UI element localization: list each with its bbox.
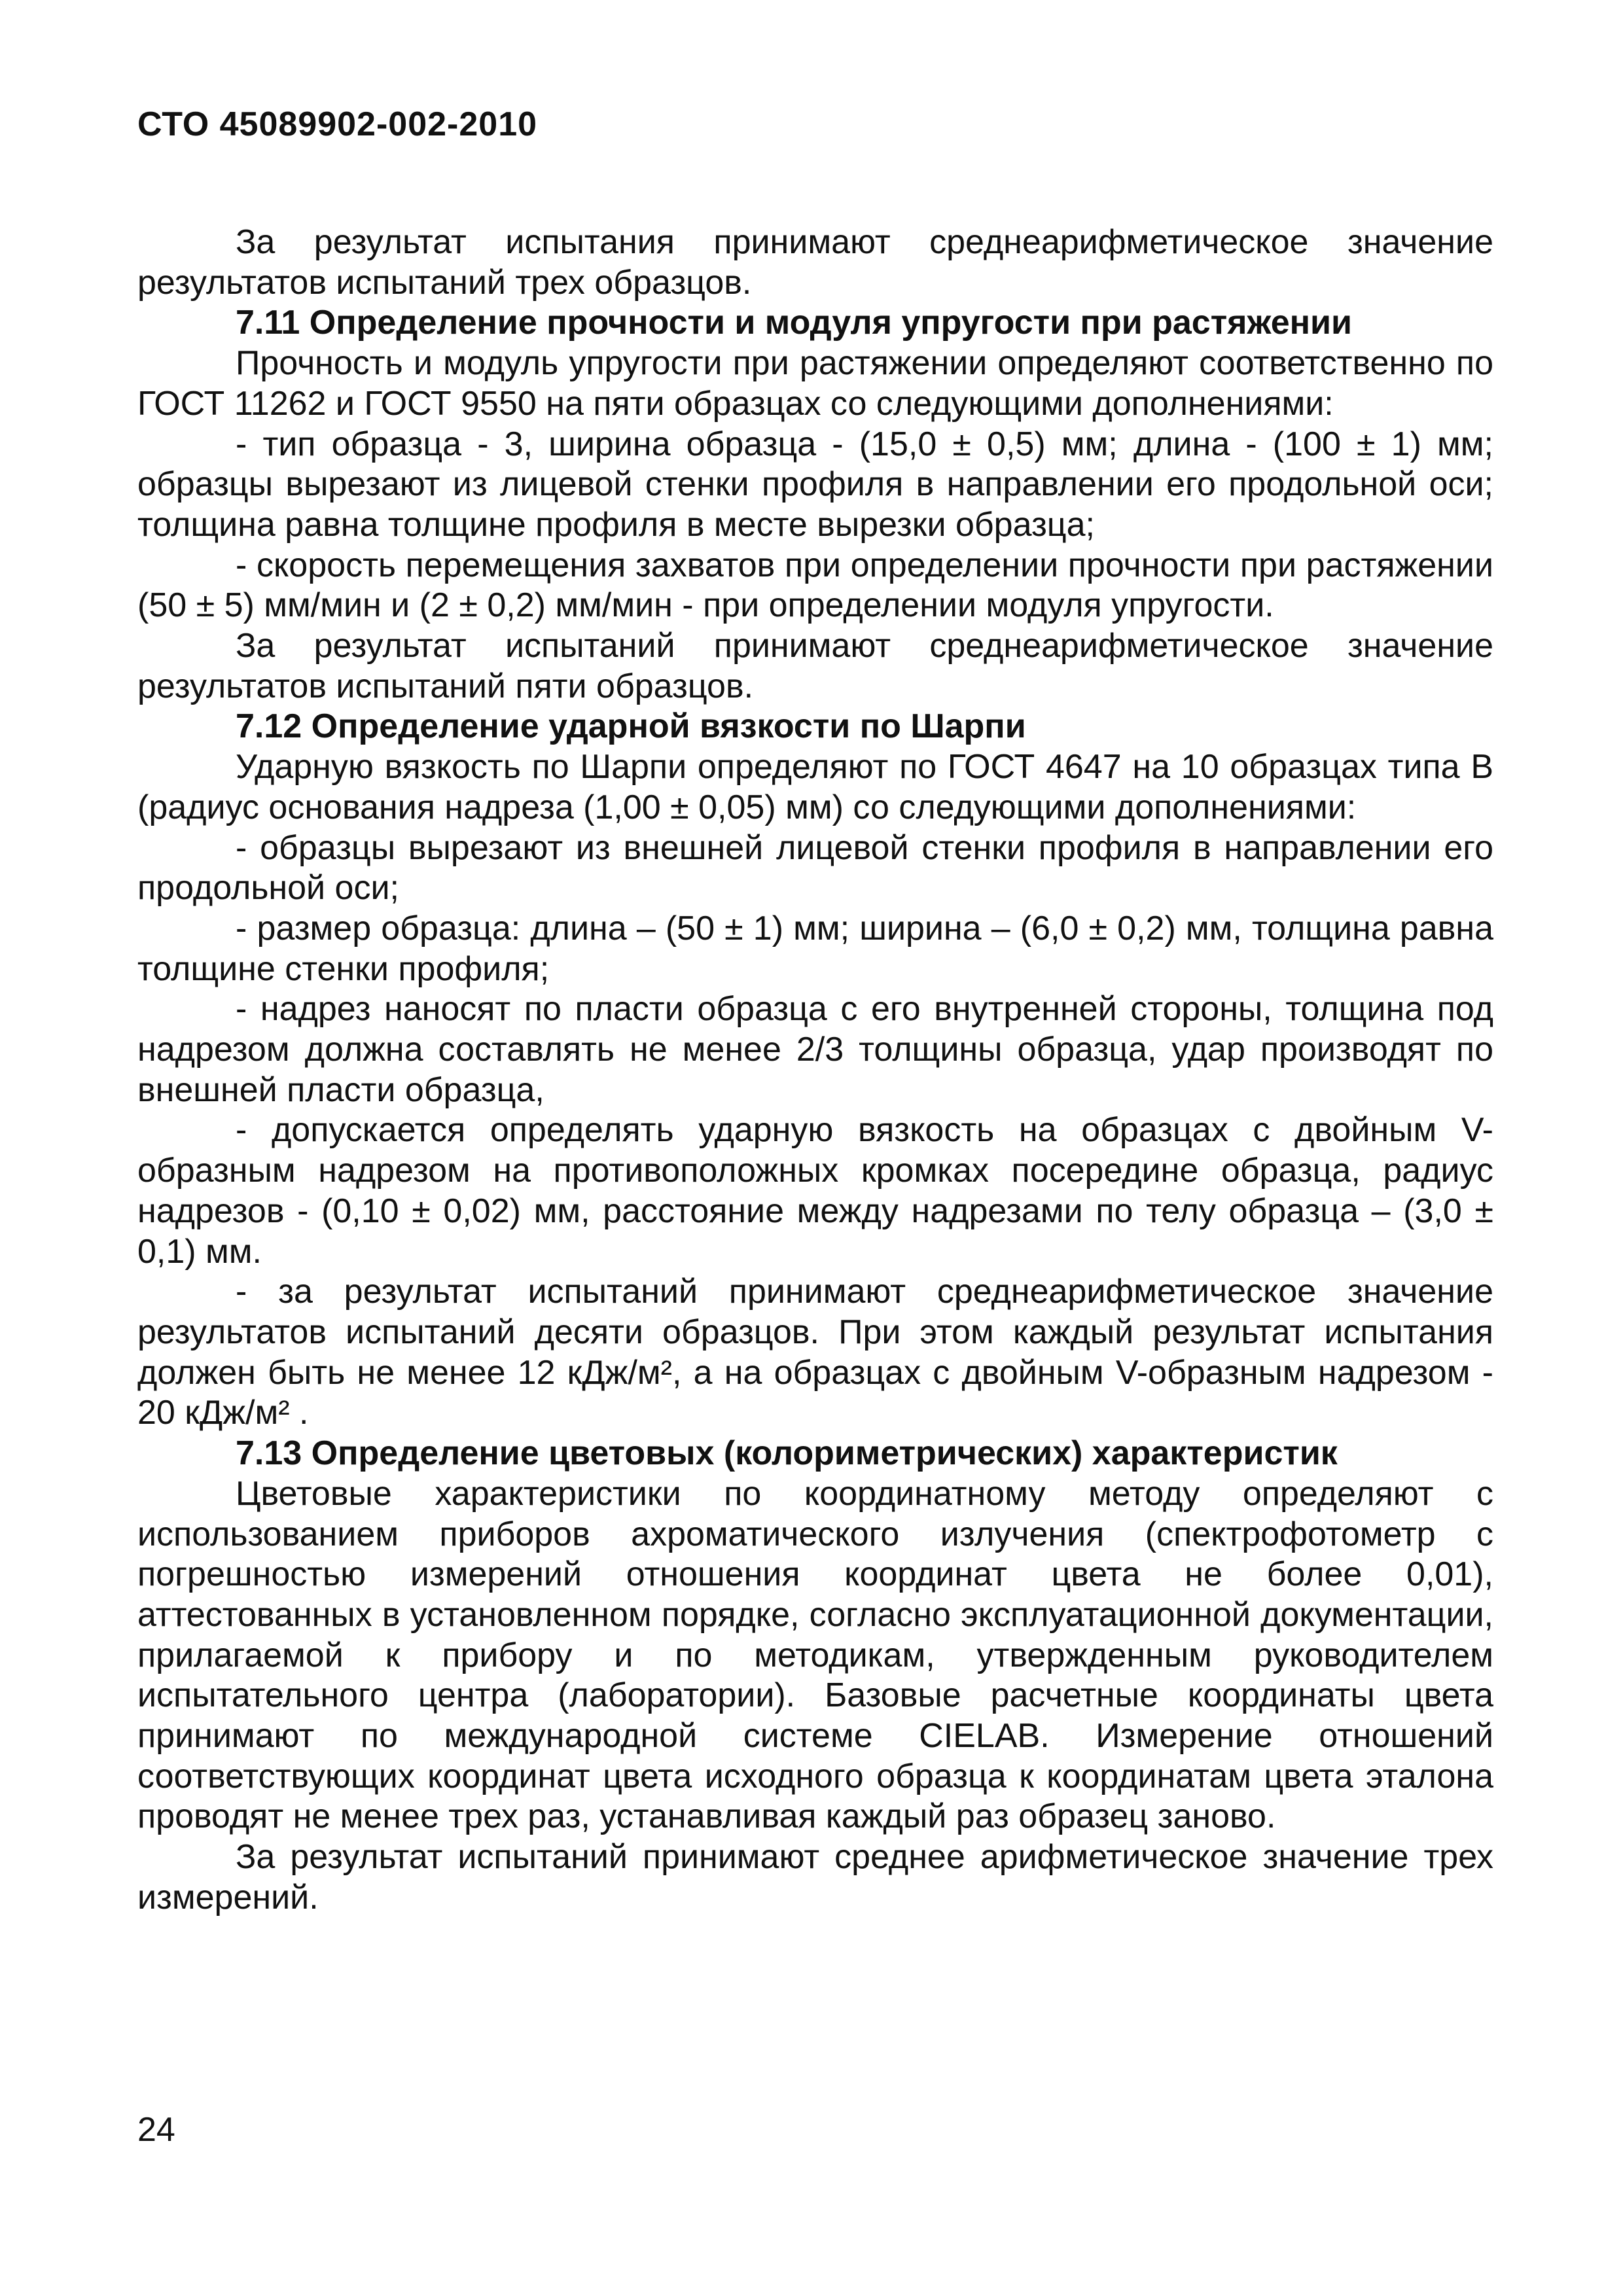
section-heading-7-11: 7.11 Определение прочности и модуля упругости при растяжении	[236, 304, 1352, 342]
paragraph: Цветовые характеристики по координатному методу определяют с использованием приборов ахроматического излучения (спектрофотометр с погрешностью измерений отношения координат цвета не более 0,01), аттестованных в установленном порядке, согласно эксплуатационной документации, прилагаемой к прибору и по методикам, утвержденным руководителем испытательного центра (лаборатории). Базовые расчетные координаты цвета принимают по международной системе CIELAB. Измерение отношений соответствующих координат цвета исходного образца к координатам цвета эталона проводят не менее трех раз, устанавливая каждый раз образец заново.	[137, 1474, 1493, 1836]
section-heading-7-13: 7.13 Определение цветовых (колориметрических) характеристик	[236, 1434, 1338, 1473]
list-item: - за результат испытаний принимают среднеарифметическое значение результатов испытаний десяти образцов. При этом каждый результат испытания должен быть не менее 12 кДж/м², а на образцах с двойным V-образным надрезом - 20 кДж/м² .	[137, 1273, 1493, 1432]
list-item: - размер образца: длина – (50 ± 1) мм; ширина – (6,0 ± 0,2) мм, толщина равна толщине стенки профиля;	[137, 909, 1493, 988]
list-item: - образцы вырезают из внешней лицевой стенки профиля в направлении его продольной оси;	[137, 828, 1493, 908]
list-item: - тип образца - 3, ширина образца - (15,0 ± 0,5) мм; длина - (100 ± 1) мм; образцы вырезают из лицевой стенки профиля в направлении его продольной оси; толщина равна толщине профиля в месте вырезки образца;	[137, 425, 1493, 544]
section-heading-7-12: 7.12 Определение ударной вязкости по Шарпи	[236, 707, 1026, 746]
paragraph: За результат испытаний принимают среднеарифметическое значение результатов испытаний пяти образцов.	[137, 627, 1493, 705]
paragraph: Ударную вязкость по Шарпи определяют по ГОСТ 4647 на 10 образцах типа В (радиус основания надреза (1,00 ± 0,05) мм) со следующими дополнениями:	[137, 748, 1493, 826]
page-number: 24	[137, 2111, 175, 2149]
paragraph: За результат испытаний принимают среднее арифметическое значение трех измерений.	[137, 1838, 1493, 1916]
paragraph: За результат испытания принимают среднеарифметическое значение результатов испытаний трех образцов.	[137, 223, 1493, 302]
list-item: - скорость перемещения захватов при определении прочности при растяжении (50 ± 5) мм/мин и (2 ± 0,2) мм/мин - при определении модуля упругости.	[137, 546, 1493, 625]
document-header: СТО 45089902-002-2010	[137, 105, 538, 143]
paragraph: Прочность и модуль упругости при растяжении определяют соответственно по ГОСТ 11262 и ГОСТ 9550 на пяти образцах со следующими дополнениями:	[137, 344, 1493, 423]
list-item: - надрез наносят по пласти образца с его внутренней стороны, толщина под надрезом должна составлять не менее 2/3 толщины образца, удар производят по внешней пласти образца,	[137, 990, 1493, 1109]
list-item: - допускается определять ударную вязкость на образцах с двойным V-образным надрезом на противоположных кромках посередине образца, радиус надрезов - (0,10 ± 0,02) мм, расстояние между надрезами по телу образца – (3,0 ± 0,1) мм.	[137, 1111, 1493, 1271]
document-body	[137, 222, 1493, 1918]
